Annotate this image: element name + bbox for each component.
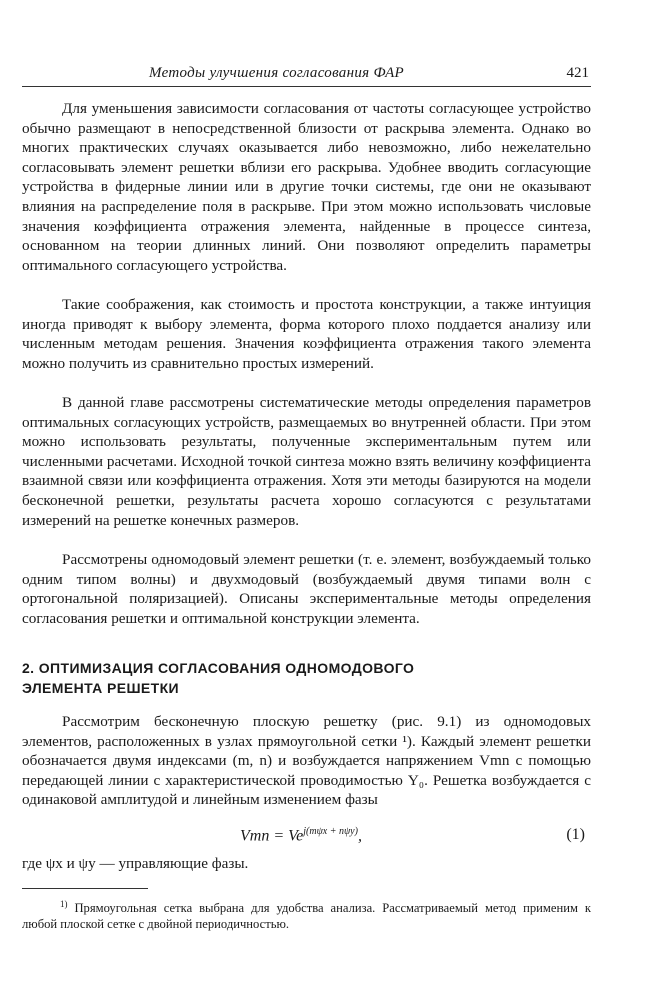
paragraph-5 [22,712,591,810]
running-title: Методы улучшения согласования ФАР [149,65,404,81]
paragraph-4 [22,550,591,628]
paragraph-text: Рассмотрим бесконечную плоскую решетку (рис. 9.1) из одномодовых элементов, расположенных в узлах прямоугольной сетки ¹). Каждый элемент решетки обозначается двумя индексами (m, n) и возбуждается напряжением Vmn с помощью передающей линии с характеристической проводимостью Y₀. Решетка возбуждается с одинаковой амплитудой и линейным изменением фазы [22,713,591,809]
paragraph-2 [22,295,591,373]
running-header [22,62,591,87]
page-number: 421 [566,65,589,81]
paragraph-text: Такие соображения, как стоимость и простота конструкции, а также интуиция иногда приводят к выбору элемента, форма которого плохо поддается анализу или численным методам решения. Значения коэффициента отражения такого элемента можно получить из сравнительно простых измерений. [22,296,591,372]
equation-exponent: j(mψx + nψy) [303,826,358,837]
equation-1 [22,826,591,850]
footnote-separator [22,888,148,889]
equation-expression [240,826,362,845]
section-heading-line-1: 2. ОПТИМИЗАЦИЯ СОГЛАСОВАНИЯ ОДНОМОДОВОГО [22,660,415,676]
equation-number: (1) [566,826,585,843]
section-heading-line-2: ЭЛЕМЕНТА РЕШЕТКИ [22,680,180,696]
footnote-marker: 1) [60,899,68,909]
paragraph-text: Рассмотрены одномодовый элемент решетки (т. е. элемент, возбуждаемый только одним типом волны) и двухмодовый (возбуждаемый двумя типами волн с ортогональной поляризацией). Описаны экспериментальные методы определения согласования решетки и оптимальной конструкции элемента. [22,551,591,627]
section-heading [22,658,591,698]
footnote [22,896,591,932]
equation-tail: , [357,827,362,845]
paragraph-text: Для уменьшения зависимости согласования от частоты согласующее устройство обычно размещают в непосредственной близости от раскрыва элемента. Однако во многих практических случаях оказывается либо невозможно, либо нежелательно согласовывать элемент решетки вблизи его раскрыва. Удобнее вводить согласующие устройства в фидерные линии или в другие точки системы, где они не оказывают влияния на распределение поля в раскрыве. При этом можно использовать числовые значения коэффициента отражения элемента, найденные в процессе синтеза, основанном на теории длинных линий. Они позволяют определить параметры оптимального согласующего устройства. [22,100,591,274]
paragraph-text: В данной главе рассмотрены систематические методы определения параметров оптимальных согласующих устройств, размещаемых во внутренней области. При этом можно использовать результаты, полученные экспериментальным путем или численными расчетами. Исходной точкой синтеза можно взять величину коэффициента взаимной связи или коэффициента отражения. Хотя эти методы базируются на модели бесконечной решетки, результаты расчета хорошо согласуются с результатами измерений на решетке конечных размеров. [22,394,591,529]
paragraph-1 [22,99,591,275]
after-equation-text: где ψx и ψy — управляющие фазы. [22,855,249,872]
footnote-text: Прямоугольная сетка выбрана для удобства анализа. Рассматриваемый метод применим к любой плоской сетке с двойной периодичностью. [22,901,591,932]
paragraph-3 [22,393,591,530]
equation-lhs: Vmn = Ve [240,827,304,845]
